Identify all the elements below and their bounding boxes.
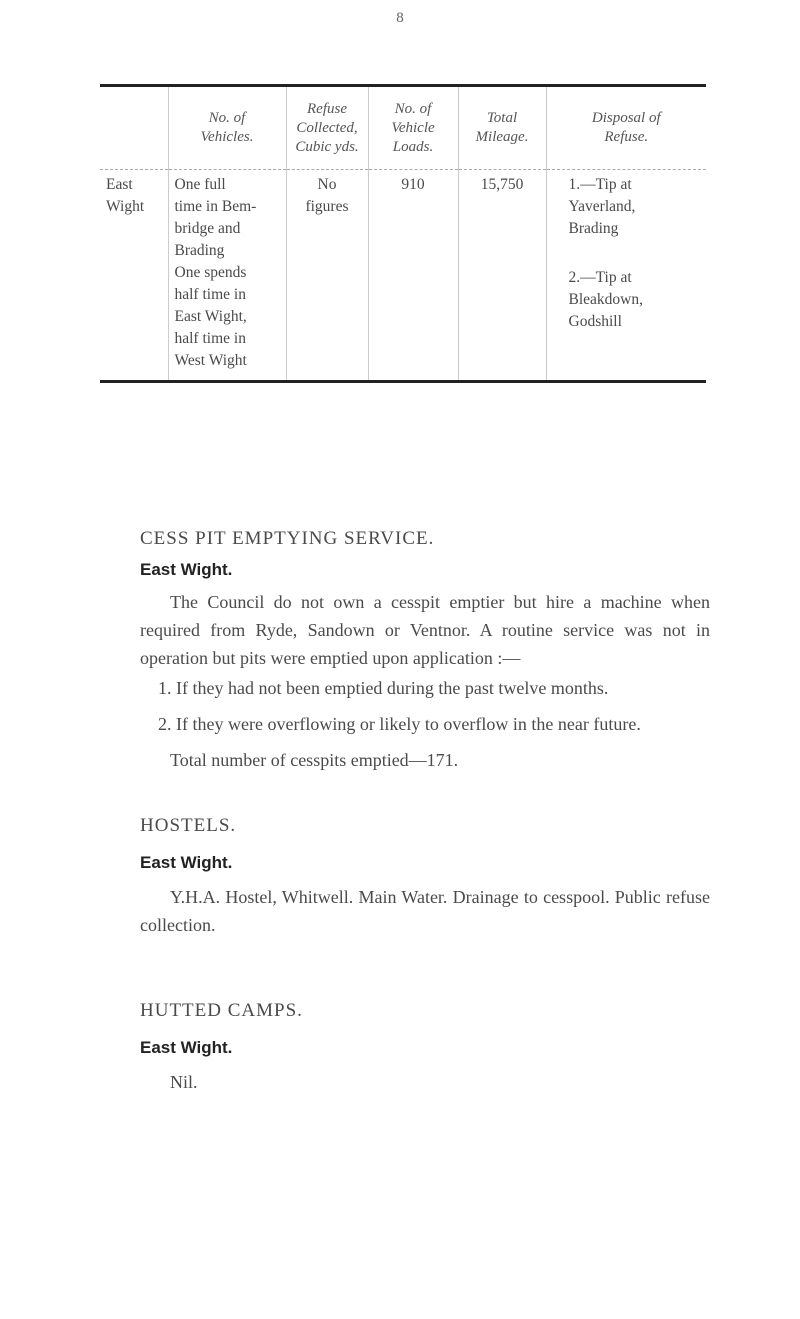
header-refuse-collected: Refuse Collected, Cubic yds. [286,86,368,170]
hostels-heading: HOSTELS. [140,815,237,836]
cell-total-mileage: 15,750 [458,170,546,382]
cesspit-section [140,528,710,774]
camps-section [140,1000,710,1096]
header-total-mileage: Total Mileage. [458,86,546,170]
cell-vehicle-loads: 910 [368,170,458,382]
cell-vehicles: One full time in Bem- bridge and Brading One spends half time in East Wight, half time in West Wight [168,170,286,382]
camps-subheading: East Wight. [140,1038,233,1057]
cesspit-subheading: East Wight. [140,560,233,579]
header-vehicles: No. of Vehicles. [168,86,286,170]
page-number: 8 [396,10,404,26]
hostels-section [140,815,710,939]
header-area [100,86,168,170]
cell-area: East Wight [106,176,145,215]
header-disposal: Disposal of Refuse. [546,86,706,170]
list-item: 2. If they were overflowing or likely to overflow in the near future. [158,714,641,734]
cesspit-total: Total number of cesspits emptied—171. [170,750,459,770]
camps-text: Nil. [170,1072,198,1092]
table-row [100,170,706,382]
camps-heading: HUTTED CAMPS. [140,1000,303,1021]
cell-disposal: 1.—Tip at Yaverland, Brading 2.—Tip at Bleakdown, Godshill [546,170,706,382]
cell-refuse-collected: No figures [286,170,368,382]
refuse-table [100,84,706,383]
list-item: 1. If they had not been emptied during the past twelve months. [158,678,609,698]
header-vehicle-loads: No. of Vehicle Loads. [368,86,458,170]
cesspit-intro: The Council do not own a cesspit emptier but hire a machine when required from Ryde, Sandown or Ventnor. A routine service was not in operation but pits were emptied upon application :— [140,592,710,668]
hostels-subheading: East Wight. [140,853,233,872]
hostels-text: Y.H.A. Hostel, Whitwell. Main Water. Drainage to cesspool. Public refuse collection. [140,887,710,935]
cesspit-heading: CESS PIT EMPTYING SERVICE. [140,528,435,549]
